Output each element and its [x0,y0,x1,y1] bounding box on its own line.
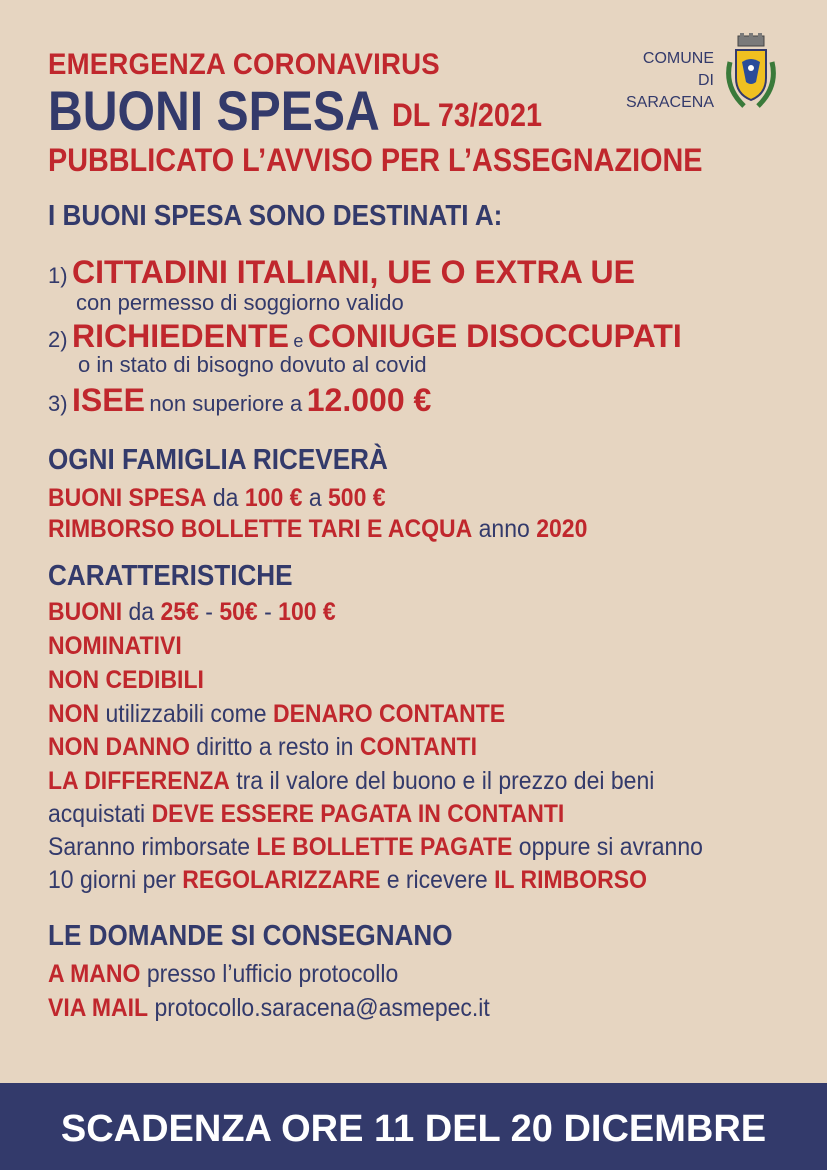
item-main-text: CITTADINI ITALIANI, UE O EXTRA UE [72,254,635,290]
features-line-4 [48,700,505,729]
isee-amount: 12.000 € [306,382,432,418]
family-line-1 [48,484,386,513]
emergency-heading: EMERGENZA CORONAVIRUS [48,48,440,81]
comune-label [612,48,714,114]
decree-label: DL 73/2021 [392,97,542,133]
features-title: CARATTERISTICHE [48,560,293,592]
text-fragment: e ricevere [386,866,488,894]
published-notice: PUBBLICATO L’AVVISO PER L’ASSEGNAZIONE [48,142,703,178]
text-fragment: 50€ [219,598,258,626]
text-fragment: Saranno rimborsate [48,833,250,861]
text-fragment: da [212,484,239,512]
item-middle-text: non superiore a [149,391,303,416]
deadline-text: SCADENZA ORE 11 DEL 20 DICEMBRE [60,1108,767,1150]
text-fragment: anno [478,515,530,543]
features-line-7 [48,800,564,829]
text-fragment: IL RIMBORSO [494,866,648,894]
page-title: BUONI SPESA [48,79,380,142]
text-fragment: BUONI SPESA [48,484,207,512]
text-fragment: - [264,598,272,626]
text-fragment: REGOLARIZZARE [182,866,381,894]
family-title: OGNI FAMIGLIA RICEVERÀ [48,444,388,476]
comune-line1: COMUNE [642,50,714,67]
features-line-8 [48,833,703,862]
text-fragment: a [308,484,322,512]
recipient-item-2-sub: o in stato di bisogno dovuto al covid [78,352,427,377]
recipient-item-1 [48,254,635,291]
email-address: protocollo.saracena@asmepec.it [154,994,490,1022]
features-line-1 [48,598,336,627]
family-line-2 [48,515,587,544]
features-line-5 [48,733,477,762]
item-main-text: RICHIEDENTE [72,318,289,354]
text-fragment: A MANO [48,960,141,988]
text-fragment: 100 € [244,484,303,512]
text-fragment: LA DIFFERENZA [48,767,230,795]
text-fragment: LE BOLLETTE PAGATE [256,833,513,861]
item-number: 1) [48,263,68,288]
text-fragment: 25€ [160,598,199,626]
text-fragment: diritto a resto in [196,733,354,761]
text-fragment: acquistati [48,800,146,828]
item-conjunction: e [293,331,304,351]
delivery-line-2 [48,994,490,1023]
text-fragment: - [205,598,213,626]
delivery-line-1 [48,960,398,989]
recipients-title: I BUONI SPESA SONO DESTINATI A: [48,200,503,232]
item-main-text: ISEE [72,382,145,418]
text-fragment: 100 € [278,598,336,626]
text-fragment: NON [48,700,100,728]
recipient-item-2 [48,318,682,355]
text-fragment: tra il valore del buono e il prezzo dei beni [236,767,655,795]
text-fragment: RIMBORSO BOLLETTE TARI E ACQUA [48,515,473,543]
delivery-title: LE DOMANDE SI CONSEGNANO [48,920,453,952]
text-fragment: utilizzabili come [105,700,267,728]
text-fragment: VIA MAIL [48,994,149,1022]
recipient-item-3 [48,382,431,419]
text-fragment: CONTANTI [359,733,477,761]
features-line-3: NON CEDIBILI [48,666,204,694]
item-number: 2) [48,327,68,352]
text-fragment: DENARO CONTANTE [272,700,506,728]
features-line-6 [48,767,654,796]
features-line-2: NOMINATIVI [48,632,182,660]
recipient-item-1-sub: con permesso di soggiorno valido [76,290,404,315]
text-fragment: NON DANNO [48,733,190,761]
item-main-text: CONIUGE DISOCCUPATI [307,318,682,354]
item-number: 3) [48,391,68,416]
comune-line2: DI SARACENA [625,72,714,111]
text-fragment: 500 € [328,484,386,512]
text-fragment: da [128,598,155,626]
coat-of-arms-icon [722,32,780,112]
features-line-9 [48,866,647,895]
text-fragment: oppure si avranno [518,833,703,861]
text-fragment: 10 giorni per [48,866,176,894]
text-fragment: DEVE ESSERE PAGATA IN CONTANTI [151,800,565,828]
text-fragment: 2020 [536,515,588,543]
text-fragment: presso l’ufficio protocollo [146,960,399,988]
text-fragment: BUONI [48,598,123,626]
